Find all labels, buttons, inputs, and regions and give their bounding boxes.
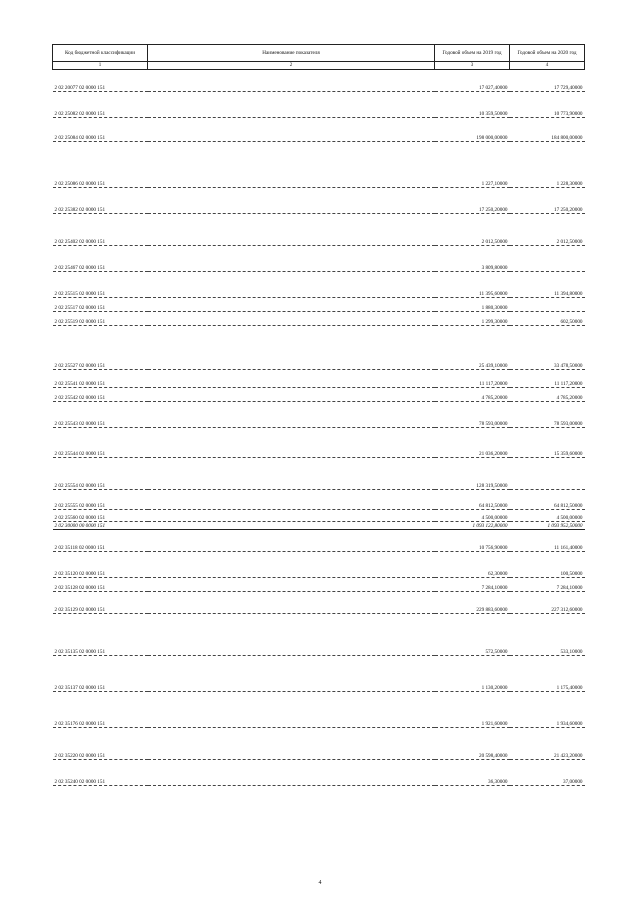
table-row (53, 522, 585, 530)
row-description (148, 118, 435, 142)
header-name: Наименование показателя (148, 45, 435, 62)
row-value-2019: 1 130,20000 (435, 656, 510, 692)
page-number: 4 (318, 880, 322, 886)
row-value-2020: 10 773,90000 (510, 92, 585, 118)
row-value-2019: 4 500,00000 (435, 510, 510, 522)
row-value-2020: 21 423,20000 (510, 728, 585, 760)
table-body (53, 70, 585, 786)
table-row (53, 312, 585, 326)
table-header-row (53, 45, 585, 62)
row-value-2020: 1 934,60000 (510, 692, 585, 728)
table-row (53, 614, 585, 656)
row-value-2020: 184 800,00000 (510, 118, 585, 142)
row-value-2020: 227 312,60000 (510, 592, 585, 614)
row-code: 2 02 35128 02 0000 151 (53, 578, 148, 592)
row-description (148, 614, 435, 656)
row-code: 2 02 25382 02 0000 151 (53, 188, 148, 214)
row-value-2019: 11 395,60000 (435, 272, 510, 298)
table-row (53, 388, 585, 402)
table-row (53, 246, 585, 272)
row-code: 2 02 35135 02 0000 151 (53, 614, 148, 656)
column-number: 3 (435, 62, 510, 70)
row-description (148, 370, 435, 388)
row-description (148, 458, 435, 490)
row-description (148, 692, 435, 728)
row-value-2020: 15 359,60000 (510, 428, 585, 458)
row-value-2020: 64 812,50000 (510, 490, 585, 510)
row-description (148, 428, 435, 458)
column-number-row (53, 62, 585, 70)
row-value-2019: 62,30000 (435, 552, 510, 578)
table-row (53, 214, 585, 246)
row-code: 2 02 35129 02 0000 151 (53, 592, 148, 614)
row-value-2019: 572,50000 (435, 614, 510, 656)
row-code: 2 02 25560 02 0000 151 (53, 510, 148, 522)
row-value-2019: 17 250,20000 (435, 188, 510, 214)
table-row (53, 298, 585, 312)
row-value-2019: 21 036,20000 (435, 428, 510, 458)
row-code: 2 02 25467 02 0000 151 (53, 246, 148, 272)
budget-table (52, 44, 585, 786)
row-code: 2 02 25402 02 0000 151 (53, 214, 148, 246)
row-description (148, 552, 435, 578)
row-value-2020: 2 012,50000 (510, 214, 585, 246)
row-description (148, 490, 435, 510)
row-code: 2 02 25515 02 0000 151 (53, 272, 148, 298)
row-value-2020: 37,00000 (510, 760, 585, 786)
header-2020: Годовой объем на 2020 год (510, 45, 585, 62)
row-code: 2 02 25541 02 0000 151 (53, 370, 148, 388)
row-description (148, 298, 435, 312)
row-description (148, 214, 435, 246)
row-value-2020: 1 228,30000 (510, 142, 585, 188)
table-row (53, 272, 585, 298)
row-value-2020: 11 161,40000 (510, 530, 585, 552)
row-value-2019: 3 809,80000 (435, 246, 510, 272)
row-value-2020 (510, 458, 585, 490)
row-value-2020: 602,50000 (510, 312, 585, 326)
table-row (53, 490, 585, 510)
row-value-2020: 1 175,40000 (510, 656, 585, 692)
column-number: 1 (53, 62, 148, 70)
row-description (148, 92, 435, 118)
row-description (148, 272, 435, 298)
table-row (53, 92, 585, 118)
table-row (53, 142, 585, 188)
header-2019: Годовой объем на 2019 год (435, 45, 510, 62)
row-description (148, 530, 435, 552)
row-code: 2 02 25084 02 0000 151 (53, 118, 148, 142)
row-value-2019: 20 598,40000 (435, 728, 510, 760)
row-code: 2 02 25543 02 0000 151 (53, 402, 148, 428)
row-code: 2 02 25544 02 0000 151 (53, 428, 148, 458)
row-value-2019: 4 785,20000 (435, 388, 510, 402)
column-number: 4 (510, 62, 585, 70)
row-value-2019: 17 027,40000 (435, 70, 510, 92)
row-value-2019: 36,30000 (435, 760, 510, 786)
table-row (53, 578, 585, 592)
row-value-2019: 10 359,50000 (435, 92, 510, 118)
row-code: 2 02 25542 02 0000 151 (53, 388, 148, 402)
row-value-2020 (510, 246, 585, 272)
row-description (148, 402, 435, 428)
row-description (148, 728, 435, 760)
row-value-2020: 4 785,20000 (510, 388, 585, 402)
row-description (148, 142, 435, 188)
row-description (148, 388, 435, 402)
row-description (148, 510, 435, 522)
row-code: 2 02 35176 02 0000 151 (53, 692, 148, 728)
table-row (53, 428, 585, 458)
row-code: 2 02 25555 02 0000 151 (53, 490, 148, 510)
row-description (148, 522, 435, 530)
row-code: 2 02 35120 02 0000 151 (53, 552, 148, 578)
row-value-2020: 33 478,50000 (510, 326, 585, 370)
table-row (53, 760, 585, 786)
row-value-2020 (510, 298, 585, 312)
row-code: 2 02 25517 02 0000 151 (53, 298, 148, 312)
row-value-2020: 17 729,40000 (510, 70, 585, 92)
row-value-2020: 1 093 952,50000 (510, 522, 585, 530)
row-value-2019: 2 012,50000 (435, 214, 510, 246)
row-value-2019: 7 284,10000 (435, 578, 510, 592)
row-value-2020: 17 250,20000 (510, 188, 585, 214)
row-value-2019: 198 000,00000 (435, 118, 510, 142)
table-row (53, 656, 585, 692)
table-row (53, 326, 585, 370)
row-value-2019: 128 319,50000 (435, 458, 510, 490)
row-value-2019: 1 093 122,80000 (435, 522, 510, 530)
row-code: 2 02 25082 02 0000 151 (53, 92, 148, 118)
row-value-2020: 100,50000 (510, 552, 585, 578)
row-value-2019: 64 812,50000 (435, 490, 510, 510)
row-value-2020: 533,10000 (510, 614, 585, 656)
row-value-2020: 78 593,00000 (510, 402, 585, 428)
row-value-2020: 7 284,10000 (510, 578, 585, 592)
row-value-2020: 11 117,20000 (510, 370, 585, 388)
table-row (53, 728, 585, 760)
table-row (53, 70, 585, 92)
row-value-2019: 1 921,60000 (435, 692, 510, 728)
table-row (53, 370, 585, 388)
row-description (148, 326, 435, 370)
table-row (53, 188, 585, 214)
row-description (148, 656, 435, 692)
row-description (148, 760, 435, 786)
table-row (53, 118, 585, 142)
row-value-2019: 1 880,30000 (435, 298, 510, 312)
row-value-2019: 25 439,10000 (435, 326, 510, 370)
table-row (53, 552, 585, 578)
row-code: 2 02 35240 02 0000 151 (53, 760, 148, 786)
row-value-2020: 4 500,00000 (510, 510, 585, 522)
row-description (148, 70, 435, 92)
row-description (148, 312, 435, 326)
row-value-2019: 78 593,00000 (435, 402, 510, 428)
row-code: 2 02 35118 02 0000 151 (53, 530, 148, 552)
row-value-2019: 1 299,30000 (435, 312, 510, 326)
row-value-2019: 229 883,60000 (435, 592, 510, 614)
row-description (148, 188, 435, 214)
row-value-2019: 10 756,90000 (435, 530, 510, 552)
table-row (53, 692, 585, 728)
row-code: 2 02 25519 02 0000 151 (53, 312, 148, 326)
row-code: 2 02 35137 02 0000 151 (53, 656, 148, 692)
table-row (53, 402, 585, 428)
table-row (53, 592, 585, 614)
row-code: 2 02 35220 02 0000 151 (53, 728, 148, 760)
header-code: Код бюджетной классификации (53, 45, 148, 62)
table-row (53, 510, 585, 522)
row-code: 2 02 25554 02 0000 151 (53, 458, 148, 490)
row-description (148, 592, 435, 614)
table-row (53, 458, 585, 490)
table-row (53, 530, 585, 552)
row-value-2019: 1 227,10000 (435, 142, 510, 188)
row-code: 2 02 20077 02 0000 151 (53, 70, 148, 92)
row-description (148, 246, 435, 272)
budget-table-sheet (52, 44, 584, 786)
row-description (148, 578, 435, 592)
row-code: 2 02 25086 02 0000 151 (53, 142, 148, 188)
row-value-2020: 11 394,80000 (510, 272, 585, 298)
row-value-2019: 11 117,20000 (435, 370, 510, 388)
row-code: 2 02 30000 00 0000 151 (53, 522, 148, 530)
row-code: 2 02 25527 02 0000 151 (53, 326, 148, 370)
column-number: 2 (148, 62, 435, 70)
